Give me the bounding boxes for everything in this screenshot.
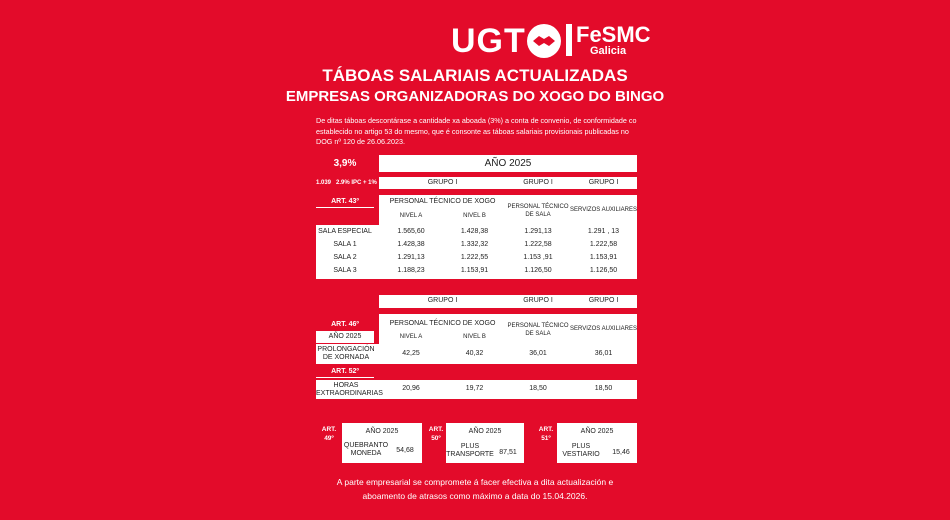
row-label: SALA 3 xyxy=(333,267,357,274)
handshake-logo-icon xyxy=(527,24,561,58)
value-nivel-b: 1.153,91 xyxy=(460,267,489,274)
art-43-label: ART. 43º xyxy=(331,198,359,205)
year-label: AÑO 2025 xyxy=(316,331,374,343)
year-label: AÑO 2025 xyxy=(365,428,399,435)
value-nivel-b: 1.428,38 xyxy=(460,228,489,235)
col-servizos-auxiliares: SERVIZOS AUXILIARES xyxy=(570,326,637,332)
value-nivel-a: 1.428,38 xyxy=(397,241,425,248)
col-personal-tecnico-xogo: PERSONAL TÉCNICO DE XOGO xyxy=(389,320,496,327)
item-value: 87,51 xyxy=(499,449,517,456)
category-header xyxy=(379,195,637,225)
art-51-label: ART. 51º xyxy=(538,426,554,442)
value-nivel-a: 20,96 xyxy=(402,385,420,392)
value-nivel-a: 42,25 xyxy=(402,350,420,357)
value-tecnico-sala: 1.126,50 xyxy=(524,267,552,274)
quebranto-box xyxy=(342,423,422,463)
year-label: AÑO 2025 xyxy=(468,428,502,435)
value-nivel-a: 1.188,23 xyxy=(397,267,425,274)
factor-value: 1.039 xyxy=(316,180,332,186)
col-nivel-a: NIVEL A xyxy=(399,213,423,219)
group-header-row xyxy=(379,295,637,308)
prolongacion-row xyxy=(316,344,637,364)
row-label: HORAS EXTRAORDINARIAS xyxy=(316,382,383,397)
group-label: GRUPO I xyxy=(588,179,619,186)
item-value: 54,68 xyxy=(396,447,414,454)
art-49-label: ART. 49º xyxy=(321,426,337,442)
value-tecnico-sala: 36,01 xyxy=(529,350,547,357)
row-label: SALA 2 xyxy=(333,254,357,261)
horas-row xyxy=(316,380,637,399)
logo-fesmc: FeSMC xyxy=(576,22,651,47)
page-subtitle: EMPRESAS ORGANIZADORAS DO XOGO DO BINGO xyxy=(285,88,665,105)
col-personal-tecnico-xogo: PERSONAL TÉCNICO DE XOGO xyxy=(389,198,496,205)
item-value: 15,46 xyxy=(612,449,630,456)
year-header: AÑO 2025 xyxy=(379,155,637,172)
value-nivel-b: 1.332,32 xyxy=(460,241,489,248)
logo-ugt: UGT xyxy=(451,22,526,60)
value-nivel-a: 1.291,13 xyxy=(397,254,425,261)
year-label: AÑO 2025 xyxy=(580,428,614,435)
factor-desc: 2.9% IPC + 1% xyxy=(336,180,377,186)
value-tecnico-sala: 1.291,13 xyxy=(524,228,552,235)
row-label: SALA 1 xyxy=(333,241,357,248)
value-nivel-b: 40,32 xyxy=(465,350,484,357)
footer-line-2: aboamento de atrasos como máximo a data do 15.04.2026. xyxy=(362,491,588,501)
value-tecnico-sala: 1.222,58 xyxy=(524,241,552,248)
group-label: GRUPO I xyxy=(523,297,553,304)
intro-text: De ditas táboas descontárase a cantidade xa aboada (3%) a conta de convenio, de conformidade co establecido no artigo 53 do mesmo, que é consonte as táboas salariais provisionais publicadas no DOG nº 120 de 26.06.2023. xyxy=(316,116,637,146)
item-label: PLUS TRANSPORTE xyxy=(446,443,494,458)
value-servizos-auxiliares: 18,50 xyxy=(594,385,613,392)
col-servizos-auxiliares: SERVIZOS AUXILIARES xyxy=(570,207,637,213)
value-servizos-auxiliares: 36,01 xyxy=(594,350,613,357)
value-tecnico-sala: 1.153 ,91 xyxy=(523,254,553,261)
page-title: TÁBOAS SALARIAIS ACTUALIZADAS xyxy=(322,66,628,85)
value-nivel-b: 1.222,55 xyxy=(460,254,489,261)
art-52-label: ART. 52º xyxy=(331,368,359,375)
vestiario-box xyxy=(557,423,637,463)
logo-galicia: Galicia xyxy=(590,45,627,57)
item-label: PLUS VESTIARIO xyxy=(562,443,600,458)
col-nivel-b: NIVEL B xyxy=(463,213,486,219)
group-label: GRUPO I xyxy=(427,179,458,186)
col-nivel-a: NIVEL A xyxy=(399,334,423,340)
table-row xyxy=(316,265,637,278)
category-header xyxy=(379,314,637,344)
group-label: GRUPO I xyxy=(523,179,553,186)
divider xyxy=(316,207,374,208)
col-personal-tecnico-sala: PERSONAL TÉCNICO DE SALA xyxy=(507,323,569,337)
col-personal-tecnico-sala: PERSONAL TÉCNICO DE SALA xyxy=(507,204,569,218)
divider xyxy=(316,377,374,378)
value-servizos-auxiliares: 1.153,91 xyxy=(589,254,618,261)
rate-value: 3,9% xyxy=(333,158,357,169)
value-servizos-auxiliares: 1.291 , 13 xyxy=(587,228,620,235)
value-tecnico-sala: 18,50 xyxy=(529,385,547,392)
group-header-row xyxy=(379,177,637,189)
value-nivel-a: 1.565,60 xyxy=(397,228,425,235)
table-row xyxy=(316,239,637,252)
table-row xyxy=(316,226,637,239)
group-label: GRUPO I xyxy=(427,297,458,304)
value-servizos-auxiliares: 1.126,50 xyxy=(589,267,618,274)
group-label: GRUPO I xyxy=(588,297,619,304)
logo-divider xyxy=(566,24,572,56)
art-50-label: ART. 50º xyxy=(428,426,444,442)
value-nivel-b: 19,72 xyxy=(465,385,484,392)
item-label: QUEBRANTO MONEDA xyxy=(343,442,389,457)
footer-note xyxy=(0,475,950,503)
row-label: SALA ESPECIAL xyxy=(318,228,372,235)
row-label: PROLONGACIÓN DE XORNADA xyxy=(317,346,375,361)
table-row xyxy=(316,252,637,265)
salary-table xyxy=(316,225,637,279)
art-46-label: ART. 46º xyxy=(331,321,359,328)
value-servizos-auxiliares: 1.222,58 xyxy=(589,241,618,248)
col-nivel-b: NIVEL B xyxy=(463,334,486,340)
transporte-box xyxy=(446,423,524,463)
footer-line-1: A parte empresarial se compromete á facer efectiva a dita actualización e xyxy=(336,477,614,487)
